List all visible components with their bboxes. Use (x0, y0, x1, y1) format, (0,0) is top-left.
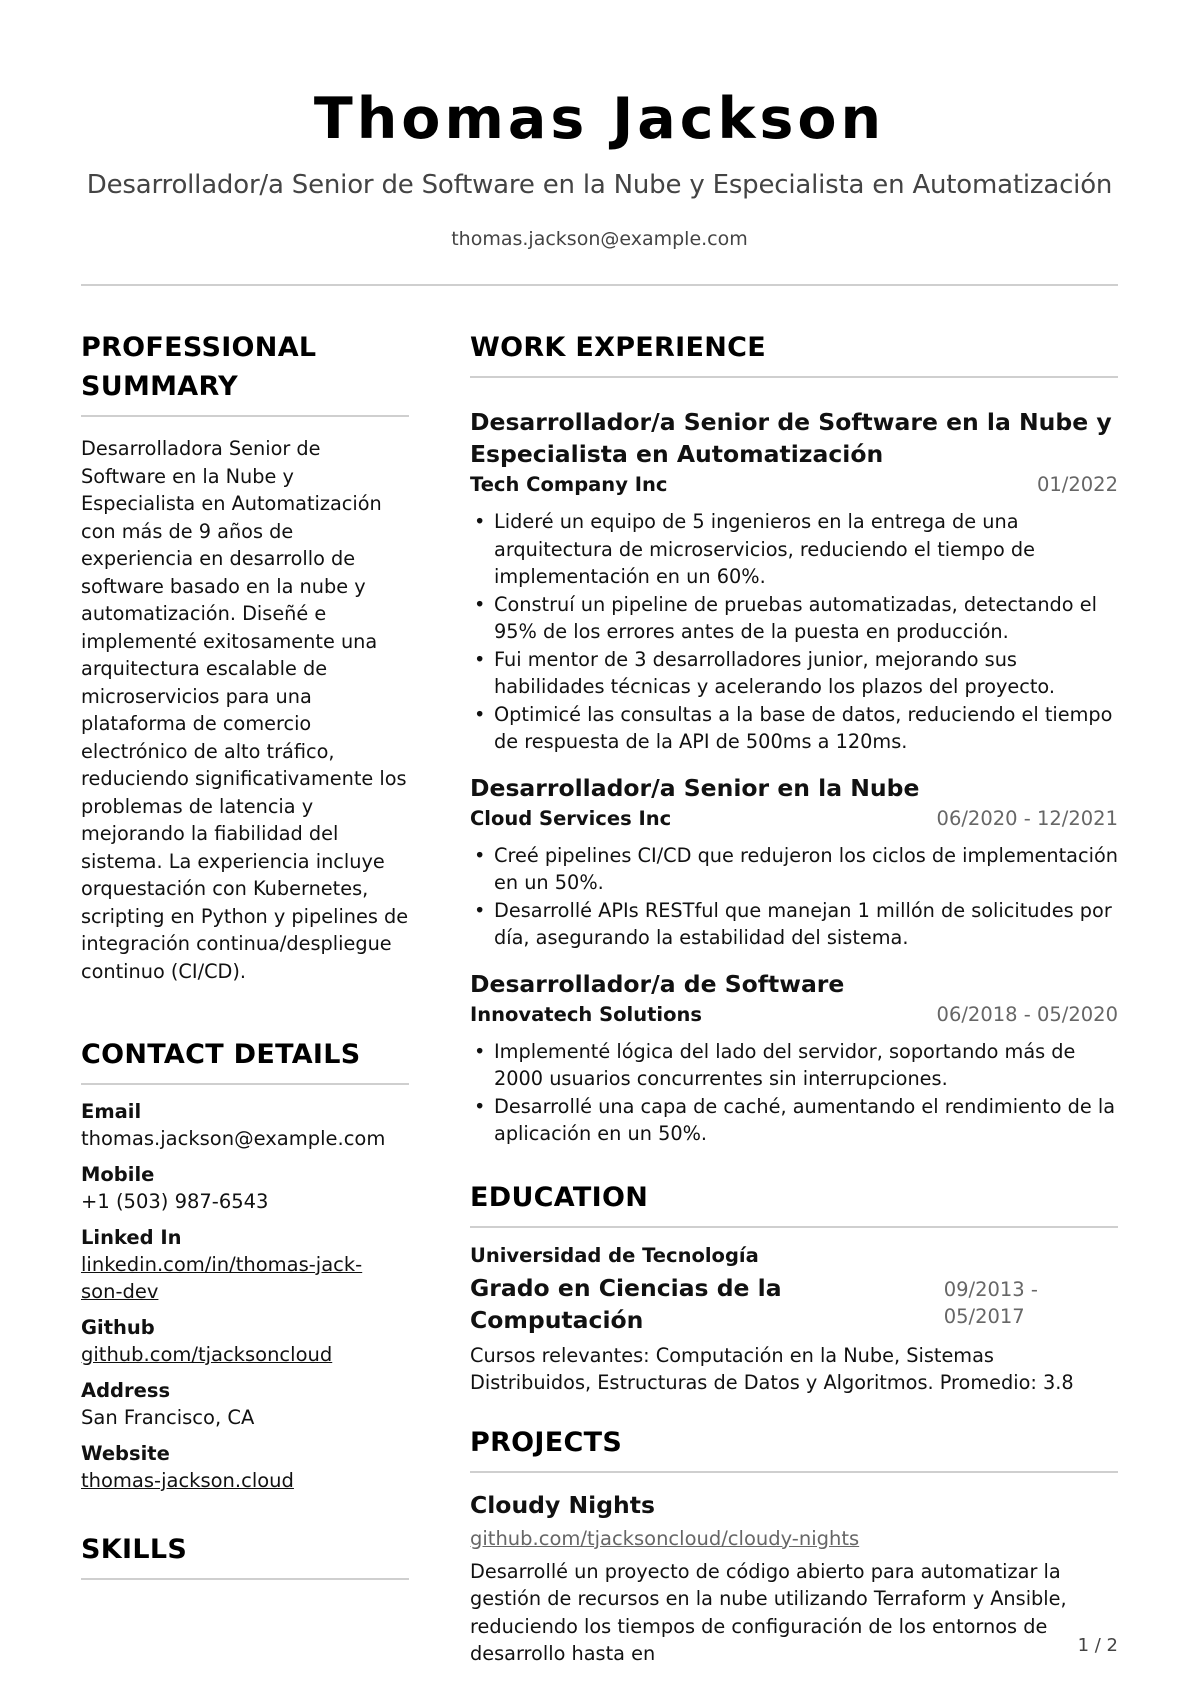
project-description: Desarrollé un proyecto de código abierto para automatizar la gestión de recursos en la nube utilizando Terraform y Ansible, reduciendo los tiempos de configuración de los entornos de desarrollo hasta en (470, 1559, 1067, 1665)
candidate-name: Thomas Jackson (313, 86, 886, 152)
skills-section (81, 1530, 409, 1580)
contact-address-value: San Francisco, CA (81, 1406, 255, 1429)
contact-mobile-label: Mobile (81, 1163, 155, 1186)
contact-email-label: Email (81, 1100, 142, 1123)
job-bullets (470, 842, 1118, 952)
section-title-contact: CONTACT DETAILS (81, 1039, 361, 1070)
page-number: 1 / 2 (1077, 1635, 1118, 1656)
job-meta (470, 1001, 1118, 1028)
website-link[interactable]: thomas-jackson.cloud (81, 1469, 294, 1492)
job-company: Tech Company Inc (470, 473, 668, 496)
section-title-work: WORK EXPERIENCE (470, 332, 766, 363)
job-meta (470, 805, 1118, 832)
job-title: Desarrollador/a Senior en la Nube (470, 773, 920, 802)
job-meta (470, 471, 1118, 498)
summary-text: Desarrolladora Senior de Software en la Nube y Especialista en Automatización con más de 9 años de experiencia en desarrollo de software basado en la nube y automatización. Diseñé e implementé exitosamente una arquitectura escalable de microservicios para una plataforma de comercio electrónico de alto tráfico, reduciendo significativamente los problemas de latencia y mejorando la fiabilidad del sistema. La experiencia incluye orquestación con Kubernetes, scripting en Python y pipelines de integración continua/despliegue continuo (CI/CD). (81, 437, 409, 983)
education-row (470, 1272, 1118, 1336)
section-title-skills: SKILLS (81, 1534, 188, 1565)
contact-details-section (81, 1035, 409, 1494)
job-bullet: • Construí un pipeline de pruebas automatizadas, detectando el 95% de los errores antes de la puesta en producción. (494, 591, 1118, 646)
section-title-projects: PROJECTS (470, 1426, 623, 1458)
job-title: Desarrollador/a de Software (470, 969, 845, 998)
job-date: 06/2020 - 12/2021 (936, 806, 1118, 830)
header-email: thomas.jackson@example.com (451, 228, 748, 250)
contact-email-value: thomas.jackson@example.com (81, 1127, 386, 1150)
job-title: Desarrollador/a Senior de Software en la Nube y Especialista en Automatización (470, 408, 1112, 468)
job-bullet: • Optimicé las consultas a la base de datos, reduciendo el tiempo de respuesta de la API de 500ms a 120ms. (494, 701, 1118, 756)
contact-website-label: Website (81, 1442, 170, 1465)
professional-summary-section (81, 328, 409, 985)
linkedin-link-line1[interactable]: linkedin.com/in/thomas-jack- (81, 1253, 363, 1276)
education-school: Universidad de Tecnología (470, 1243, 759, 1267)
project-title: Cloudy Nights (470, 1490, 655, 1519)
section-title-education: EDUCATION (470, 1181, 649, 1213)
projects-section (470, 1423, 1118, 1668)
contact-list (81, 1099, 409, 1494)
job-entry (470, 406, 1118, 756)
job-date: 01/2022 (1036, 473, 1118, 496)
contact-github-label: Github (81, 1316, 155, 1339)
job-bullet: • Fui mentor de 3 desarrolladores junior, mejorando sus habilidades técnicas y acelerando los plazos del proyecto. (494, 646, 1118, 701)
section-divider (81, 1083, 409, 1085)
github-link[interactable]: github.com/tjacksoncloud (81, 1343, 333, 1366)
contact-address-label: Address (81, 1379, 171, 1402)
job-date: 06/2018 - 05/2020 (936, 1002, 1118, 1026)
contact-linkedin-label: Linked In (81, 1226, 182, 1249)
job-bullets (470, 508, 1118, 756)
summary-title-line2: SUMMARY (81, 371, 238, 402)
job-bullet: • Creé pipelines CI/CD que redujeron los ciclos de implementación en un 50%. (494, 842, 1118, 897)
section-divider (470, 1226, 1118, 1228)
job-entry (470, 968, 1118, 1148)
section-divider (470, 1471, 1118, 1473)
work-experience-section (470, 328, 1118, 1148)
project-link[interactable]: github.com/tjacksoncloud/cloudy-nights (470, 1526, 860, 1550)
header-divider (81, 284, 1118, 286)
right-column (470, 328, 1118, 1668)
section-title-summary (81, 328, 409, 406)
linkedin-link[interactable] (81, 1251, 409, 1305)
section-divider (81, 415, 409, 417)
job-entry (470, 772, 1118, 952)
education-description: Cursos relevantes: Computación en la Nube, Sistemas Distribuidos, Estructuras de Datos y Algoritmos. Promedio: 3.8 (470, 1343, 1074, 1394)
section-divider (81, 1578, 409, 1580)
contact-mobile-value: +1 (503) 987-6543 (81, 1190, 269, 1213)
job-company: Cloud Services Inc (470, 806, 672, 830)
job-bullet: • Desarrollé APIs RESTful que manejan 1 millón de solicitudes por día, asegurando la estabilidad del sistema. (494, 897, 1118, 952)
summary-title-line1: PROFESSIONAL (81, 332, 317, 363)
education-date: 09/2013 - 05/2017 (943, 1277, 1038, 1328)
education-degree: Grado en Ciencias de la Computación (470, 1273, 782, 1334)
education-section (470, 1178, 1118, 1397)
job-company: Innovatech Solutions (470, 1002, 702, 1026)
job-bullet: • Lideré un equipo de 5 ingenieros en la entrega de una arquitectura de microservicios, reduciendo el tiempo de implementación en un 60%. (494, 508, 1118, 591)
left-column (81, 328, 409, 1580)
candidate-headline: Desarrollador/a Senior de Software en la Nube y Especialista en Automatización (86, 170, 1113, 200)
job-bullet: • Implementé lógica del lado del servidor, soportando más de 2000 usuarios concurrentes sin interrupciones. (494, 1038, 1118, 1093)
job-bullets (470, 1038, 1118, 1148)
section-divider (470, 376, 1118, 378)
job-bullet: • Desarrollé una capa de caché, aumentando el rendimiento de la aplicación en un 50%. (494, 1093, 1118, 1148)
linkedin-link-line2[interactable]: son-dev (81, 1280, 159, 1303)
